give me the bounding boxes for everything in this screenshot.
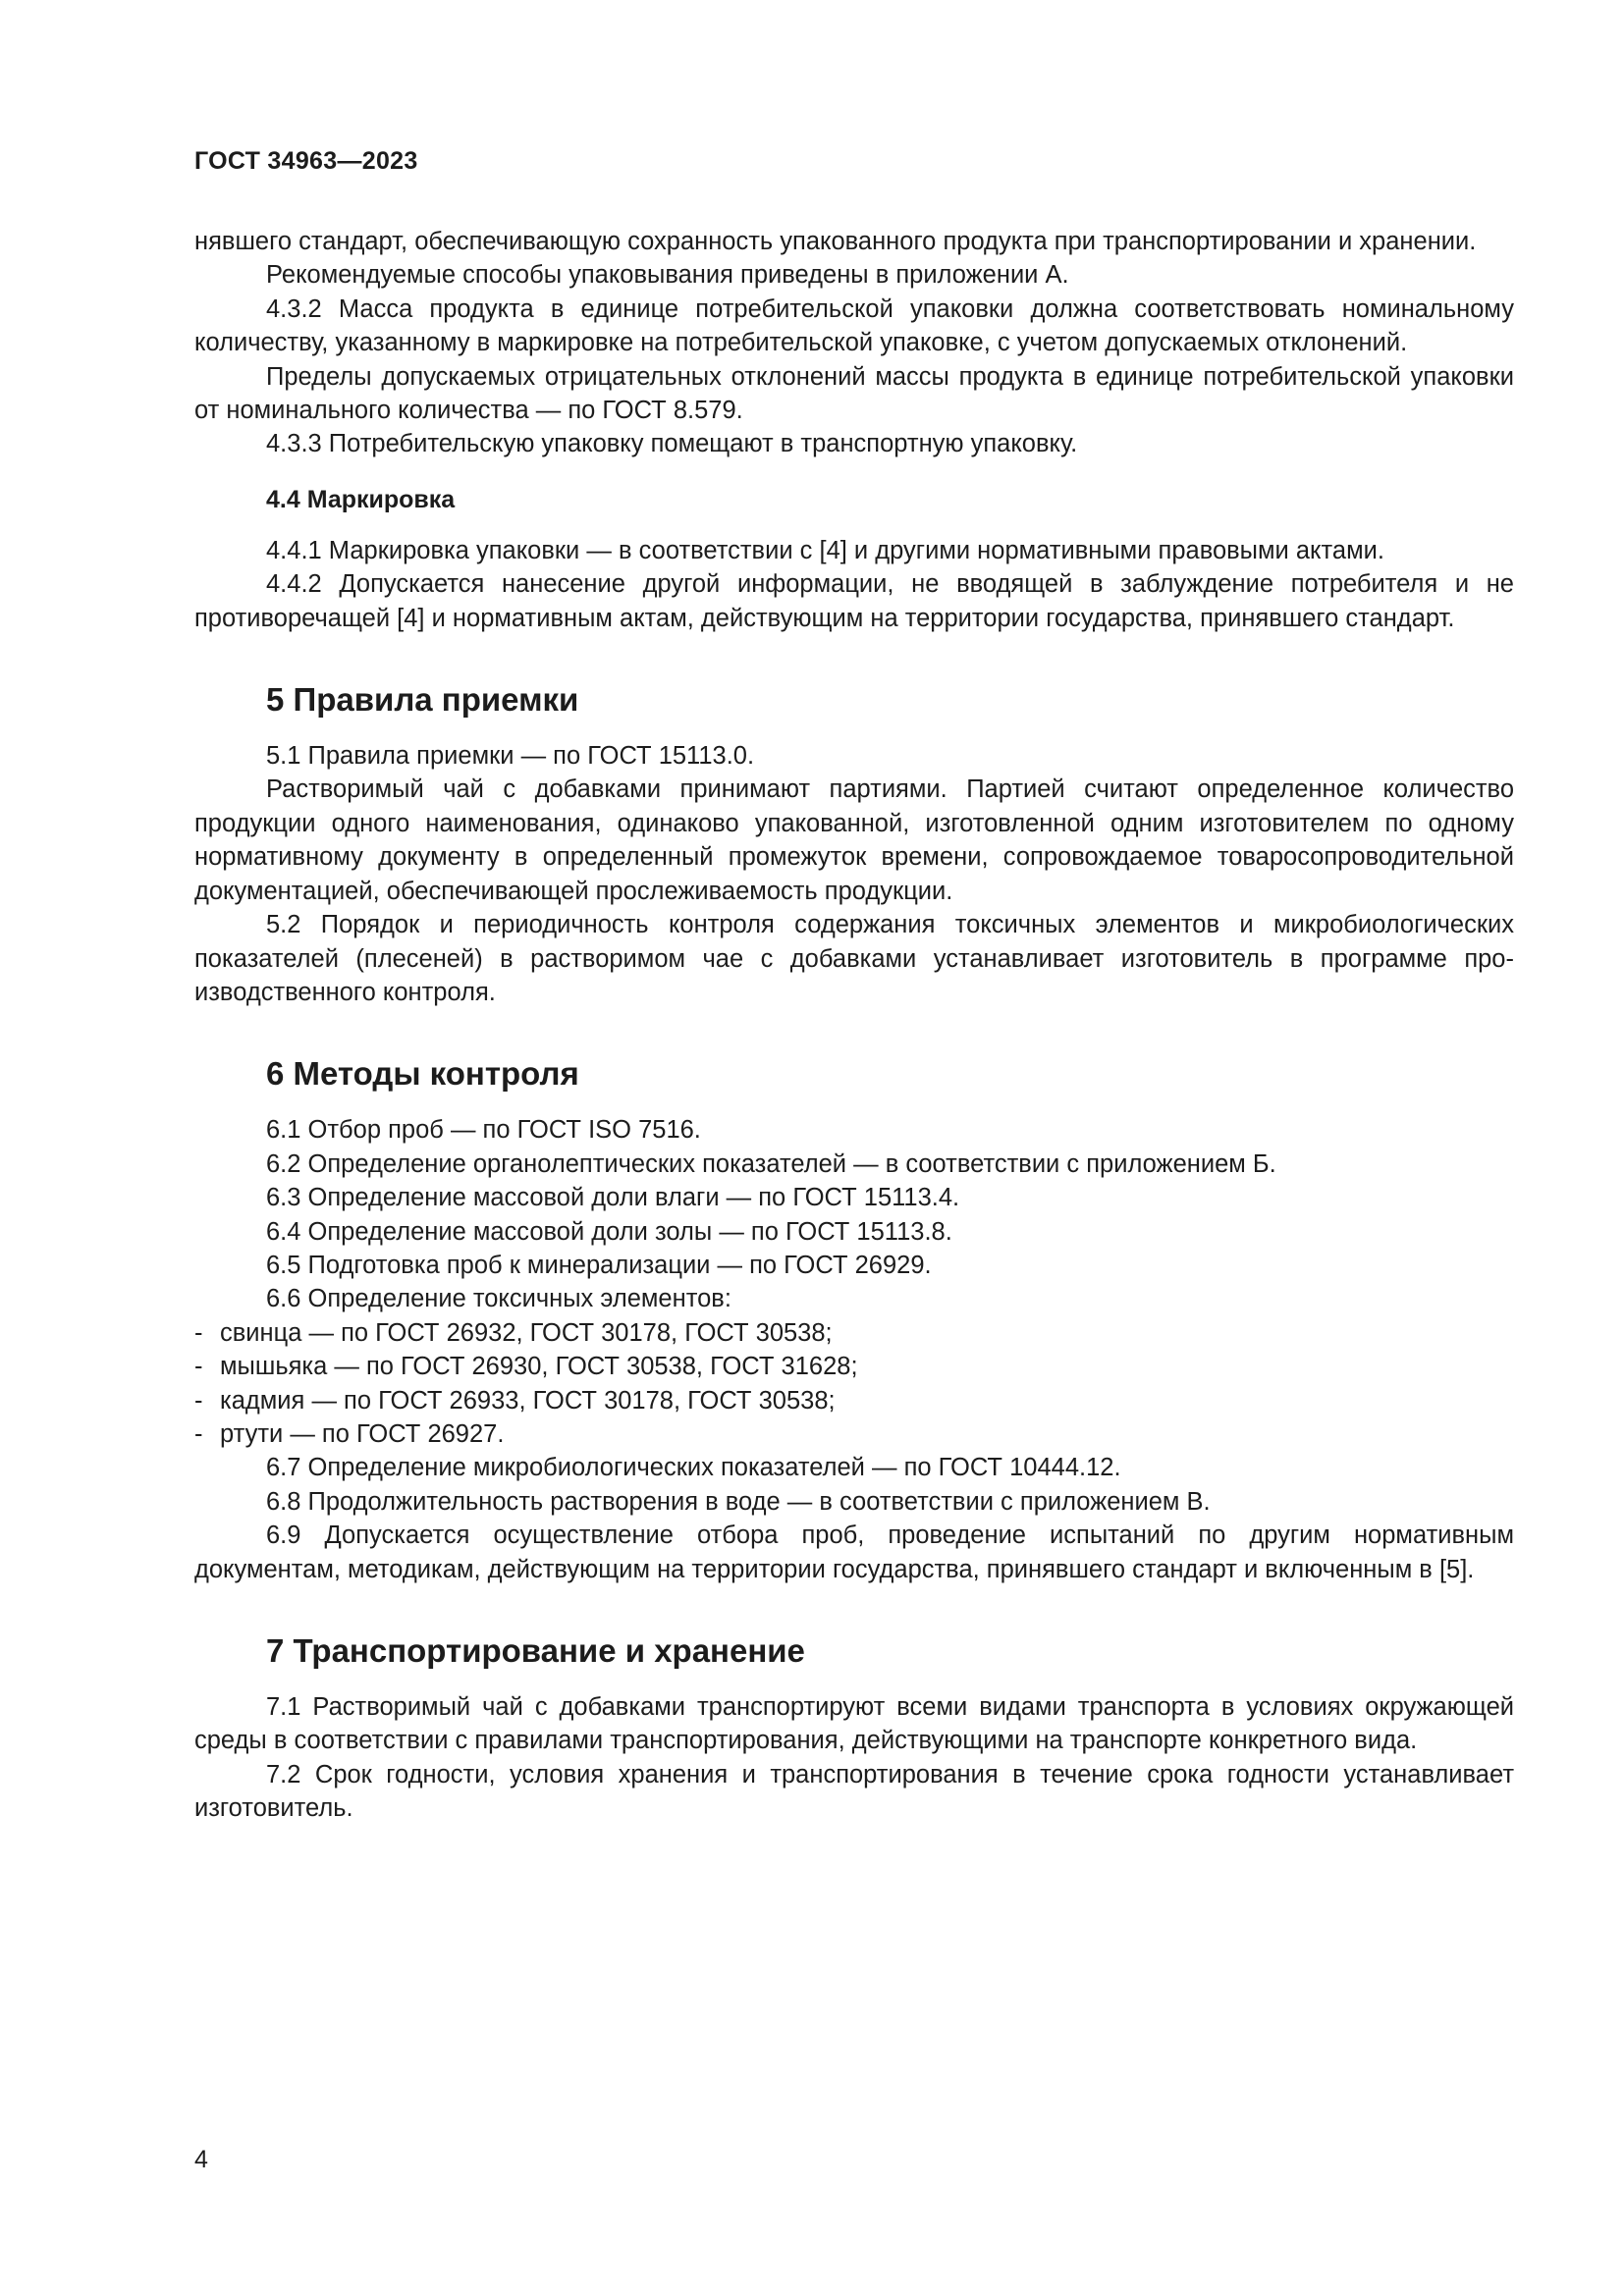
clause-6-6: 6.6 Определение токсичных элементов:	[266, 1285, 731, 1313]
dash-marker: -	[194, 1353, 203, 1381]
paragraph: нявшего стандарт, обеспечивающую сохранность упакованного продукта при транспортировании и хранении.	[194, 228, 1477, 255]
paragraph: Растворимый чай с добавками принимают партиями. Партией считают определенное количество продукции одного наименования, одинаково упакованной, изготовленной одним изготовителем по одному нормативному документу в определенный промежуток времени, сопровождаемое товаросопроводительной документацией, обеспечивающей прослеживаемость продукции.	[194, 775, 1514, 905]
list-item-text: кадмия — по ГОСТ 26933, ГОСТ 30178, ГОСТ 30538;	[220, 1386, 836, 1415]
clause-7-2: 7.2 Срок годности, условия хранения и транспортирования в течение срока годности устанавливает изготовитель.	[194, 1760, 1514, 1823]
list-item	[194, 1417, 1514, 1451]
subsection-heading-4-4: 4.4 Маркировка	[266, 485, 456, 513]
clause-6-1: 6.1 Отбор проб — по ГОСТ ISO 7516.	[266, 1116, 701, 1145]
section-heading-6: 6 Методы контроля	[266, 1055, 579, 1093]
clause-4-4-1: 4.4.1 Маркировка упаковки — в соответствии с [4] и другими нормативными правовыми актами.	[266, 536, 1384, 564]
clause-6-7: 6.7 Определение микробиологических показателей — по ГОСТ 10444.12.	[266, 1454, 1121, 1482]
page-number: 4	[194, 2146, 208, 2173]
clause-6-2: 6.2 Определение органолептических показателей — в соответствии с приложением Б.	[266, 1149, 1276, 1178]
list-item	[194, 1350, 1514, 1383]
clause-5-2: 5.2 Порядок и периодичность контроля содержания токсичных элементов и микробиологических показателей (плесеней) в растворимом чае с добавками устанавливает изготовитель в программе производственного контроля.	[194, 911, 1514, 1006]
clause-6-8: 6.8 Продолжительность растворения в воде — в соответствии с приложением В.	[266, 1487, 1211, 1516]
list-item	[194, 1384, 1514, 1417]
list-item-text: свинца — по ГОСТ 26932, ГОСТ 30178, ГОСТ 30538;	[220, 1318, 833, 1347]
document-body	[194, 225, 1514, 1826]
clause-5-1: 5.1 Правила приемки — по ГОСТ 15113.0.	[266, 742, 755, 771]
dash-marker: -	[194, 1386, 203, 1415]
paragraph: Рекомендуемые способы упаковывания приведены в приложении А.	[266, 261, 1069, 290]
list-item	[194, 1316, 1514, 1350]
document-header: ГОСТ 34963—2023	[194, 147, 418, 175]
clause-7-1: 7.1 Растворимый чай с добавками транспортируют всеми видами транспорта в условиях окружающей среды в соответствии с правилами транспортирования, действующими на транспорте конкретного вида.	[194, 1693, 1514, 1755]
clause-4-3-2: 4.3.2 Масса продукта в единице потребительской упаковки должна соответствовать номинальному количеству, указанному в маркировке на потребительской упаковке, с учетом допускаемых отклонений.	[194, 294, 1514, 357]
list-item-text: мышьяка — по ГОСТ 26930, ГОСТ 30538, ГОСТ 31628;	[220, 1353, 858, 1381]
dash-marker: -	[194, 1318, 203, 1347]
clause-6-3: 6.3 Определение массовой доли влаги — по ГОСТ 15113.4.	[266, 1184, 960, 1212]
clause-6-4: 6.4 Определение массовой доли золы — по ГОСТ 15113.8.	[266, 1217, 952, 1246]
section-heading-7: 7 Транспортирование и хранение	[266, 1632, 805, 1669]
paragraph: Пределы допускаемых отрицательных отклонений массы продукта в единице потребительской упаковки от номинального количества — по ГОСТ 8.579.	[194, 362, 1514, 425]
clause-4-3-3: 4.3.3 Потребительскую упаковку помещают в транспортную упаковку.	[266, 430, 1078, 458]
clause-6-5: 6.5 Подготовка проб к минерализации — по ГОСТ 26929.	[266, 1251, 932, 1279]
clause-6-9: 6.9 Допускается осуществление отбора проб, проведение испытаний по другим нормативным документам, методикам, действующим на территории государства, принявшего стандарт и включенным в [5].	[194, 1522, 1514, 1583]
list-item-text: ртути — по ГОСТ 26927.	[220, 1419, 505, 1448]
section-heading-5: 5 Правила приемки	[266, 681, 579, 719]
dash-marker: -	[194, 1419, 203, 1448]
clause-4-4-2: 4.4.2 Допускается нанесение другой информации, не вводящей в заблуждение потребителя и не противоречащей [4] и нормативным актам, действующим на территории государства, принявшего стандарт.	[194, 570, 1514, 632]
